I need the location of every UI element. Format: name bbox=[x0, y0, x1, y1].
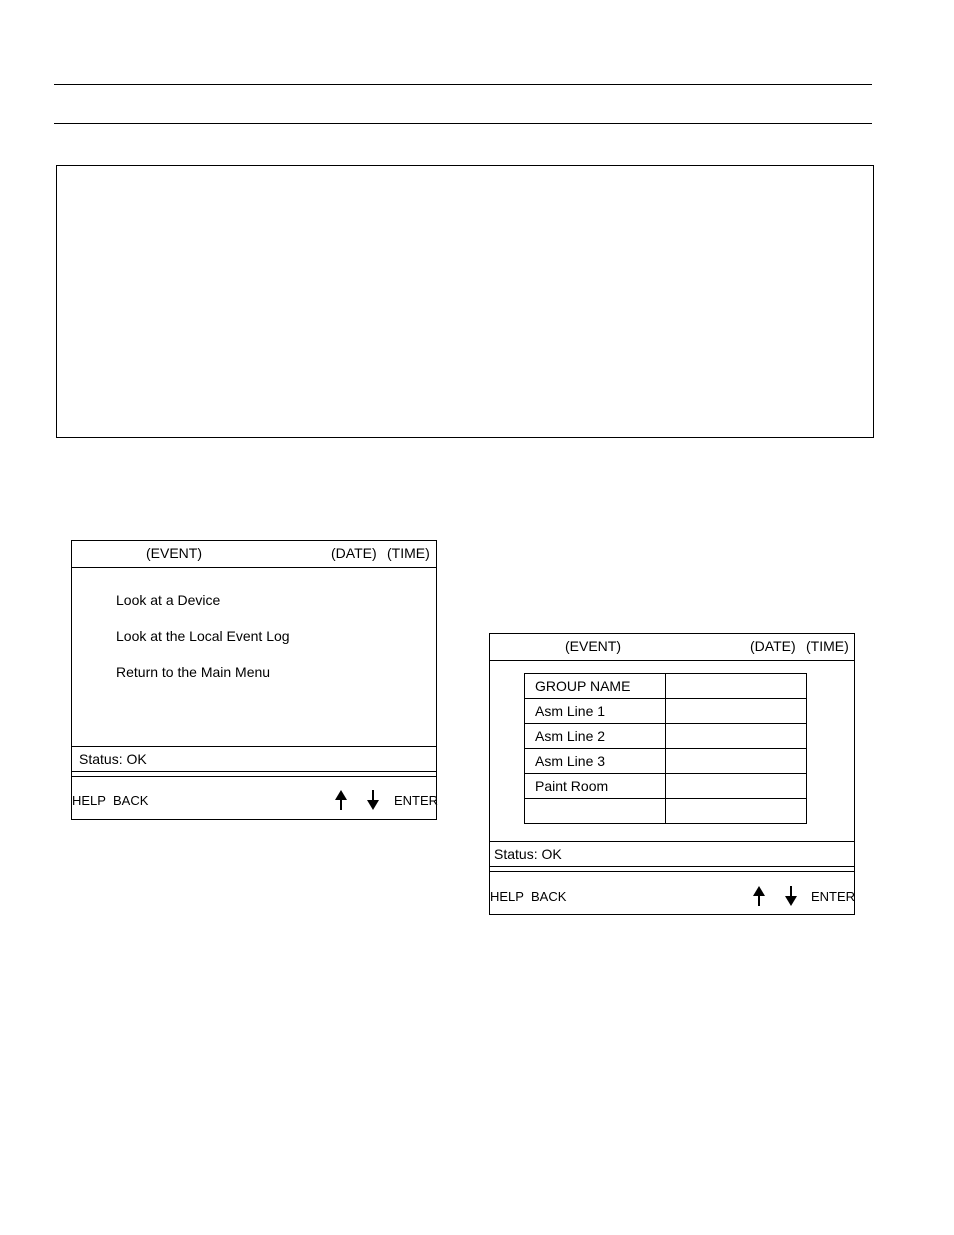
table-header-row bbox=[525, 674, 807, 699]
help-button[interactable]: HELP bbox=[72, 793, 106, 808]
date-label: (DATE) bbox=[750, 638, 796, 654]
enter-button[interactable]: ENTER bbox=[394, 793, 439, 808]
arrow-up-icon[interactable] bbox=[752, 885, 766, 907]
footer bbox=[72, 777, 439, 817]
group-list-screen bbox=[489, 633, 855, 915]
time-label: (TIME) bbox=[806, 638, 849, 654]
table-row[interactable] bbox=[525, 699, 807, 724]
group-table bbox=[524, 673, 807, 824]
group-name-cell[interactable] bbox=[525, 799, 666, 824]
arrow-down-icon[interactable] bbox=[366, 789, 380, 811]
table-row[interactable] bbox=[525, 799, 807, 824]
table-cell bbox=[666, 749, 807, 774]
second-rule bbox=[54, 123, 872, 124]
help-button[interactable]: HELP bbox=[490, 889, 524, 904]
enter-button[interactable]: ENTER bbox=[811, 889, 856, 904]
group-name-cell[interactable]: Asm Line 2 bbox=[525, 724, 666, 749]
date-label: (DATE) bbox=[331, 545, 377, 561]
menu-item-main-menu[interactable]: Return to the Main Menu bbox=[116, 664, 271, 680]
table-cell bbox=[666, 774, 807, 799]
back-button[interactable]: BACK bbox=[113, 793, 149, 808]
arrow-down-icon[interactable] bbox=[784, 885, 798, 907]
device-menu-screen bbox=[71, 540, 437, 820]
status-text: Status: OK bbox=[494, 846, 562, 862]
table-row[interactable] bbox=[525, 774, 807, 799]
screen-header bbox=[72, 541, 436, 568]
group-name-cell[interactable]: Asm Line 3 bbox=[525, 749, 666, 774]
arrow-up-icon[interactable] bbox=[334, 789, 348, 811]
table-cell bbox=[666, 699, 807, 724]
top-rule bbox=[54, 84, 872, 85]
table-row[interactable] bbox=[525, 749, 807, 774]
menu-item-local-event-log[interactable]: Look at the Local Event Log bbox=[116, 628, 290, 644]
status-bar bbox=[72, 746, 436, 772]
menu-item-look-at-device[interactable]: Look at a Device bbox=[116, 592, 221, 608]
status-bar bbox=[490, 841, 854, 867]
event-label: (EVENT) bbox=[146, 545, 202, 561]
group-name-cell[interactable]: Asm Line 1 bbox=[525, 699, 666, 724]
back-button[interactable]: BACK bbox=[531, 889, 567, 904]
table-row[interactable] bbox=[525, 724, 807, 749]
empty-frame bbox=[56, 165, 874, 438]
footer bbox=[490, 872, 854, 912]
table-cell bbox=[666, 799, 807, 824]
event-label: (EVENT) bbox=[565, 638, 621, 654]
time-label: (TIME) bbox=[387, 545, 430, 561]
screen-header bbox=[490, 634, 854, 661]
table-cell bbox=[666, 724, 807, 749]
status-text: Status: OK bbox=[79, 751, 147, 767]
group-name-cell[interactable]: Paint Room bbox=[525, 774, 666, 799]
group-name-header: GROUP NAME bbox=[525, 674, 666, 699]
table-cell bbox=[666, 674, 807, 699]
